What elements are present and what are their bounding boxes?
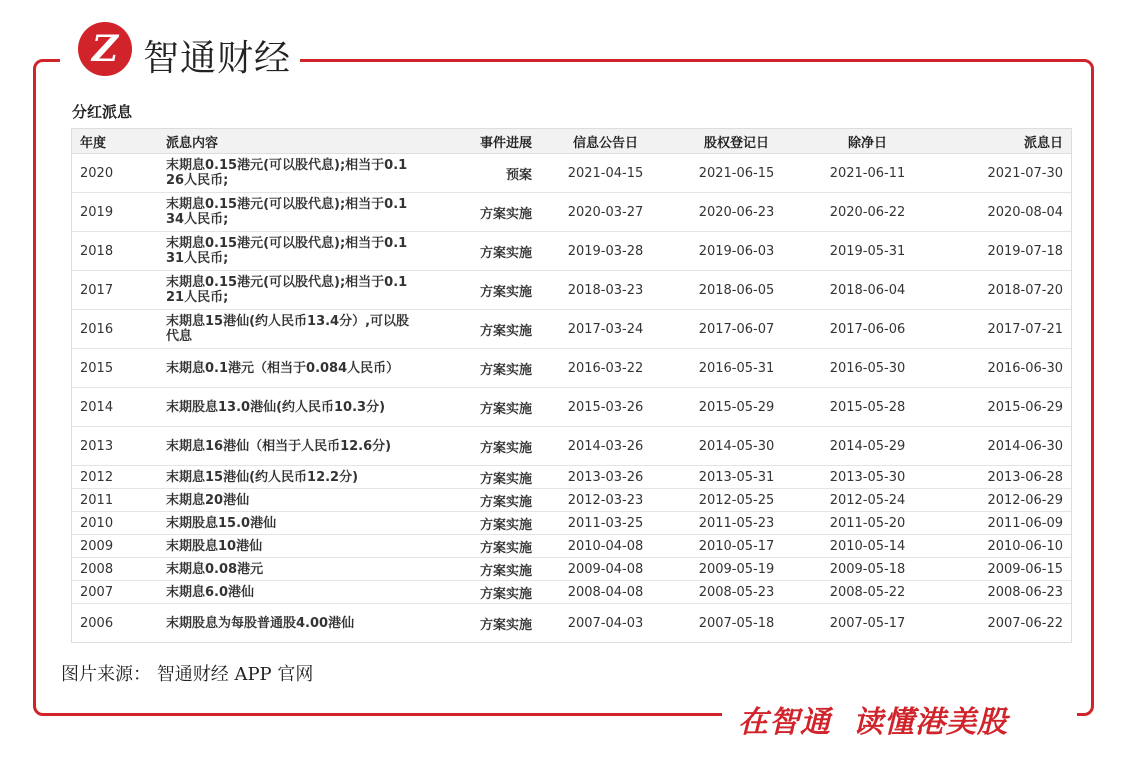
register-date-cell: 2008-05-23 [671,581,802,604]
status-cell: 方案实施 [448,232,540,271]
header-pay-date: 派息日 [933,129,1071,154]
table-row [72,232,1071,271]
table-row [72,193,1071,232]
announce-date-cell: 2011-03-25 [540,512,671,535]
content-text: 末期息15港仙(约人民币13.4分）,可以股代息 [166,314,410,344]
register-date-cell: 2018-06-05 [671,271,802,310]
table-row [72,535,1071,558]
header-announce-date: 信息公告日 [540,129,671,154]
register-date-cell: 2012-05-25 [671,489,802,512]
announce-date-cell: 2012-03-23 [540,489,671,512]
content-cell [158,489,448,512]
pay-date-cell: 2018-07-20 [933,271,1071,310]
announce-date-cell: 2008-04-08 [540,581,671,604]
content-text: 末期股息10港仙 [166,538,263,554]
table-row [72,604,1071,643]
slogan-part-2: 读懂港美股 [853,705,1008,740]
brand-slogan [738,697,1008,741]
status-cell: 方案实施 [448,310,540,349]
year-cell: 2014 [72,388,158,427]
register-date-cell: 2009-05-19 [671,558,802,581]
status-cell: 方案实施 [448,512,540,535]
exdiv-date-cell: 2015-05-28 [802,388,933,427]
pay-date-cell: 2016-06-30 [933,349,1071,388]
exdiv-date-cell: 2017-06-06 [802,310,933,349]
status-cell: 方案实施 [448,489,540,512]
pay-date-cell: 2009-06-15 [933,558,1071,581]
status-cell: 方案实施 [448,271,540,310]
content-text: 末期息16港仙（相当于人民币12.6分) [166,438,392,454]
year-cell: 2011 [72,489,158,512]
exdiv-date-cell: 2013-05-30 [802,466,933,489]
year-cell: 2008 [72,558,158,581]
pay-date-cell: 2015-06-29 [933,388,1071,427]
exdiv-date-cell: 2008-05-22 [802,581,933,604]
content-cell [158,349,448,388]
year-cell: 2007 [72,581,158,604]
register-date-cell: 2017-06-07 [671,310,802,349]
register-date-cell: 2016-05-31 [671,349,802,388]
register-date-cell: 2019-06-03 [671,232,802,271]
year-cell: 2017 [72,271,158,310]
table-row [72,512,1071,535]
content-text: 末期股息13.0港仙(约人民币10.3分) [166,399,386,415]
table-row [72,489,1071,512]
exdiv-date-cell: 2019-05-31 [802,232,933,271]
table-row [72,349,1071,388]
exdiv-date-cell: 2020-06-22 [802,193,933,232]
table-row [72,558,1071,581]
content-text: 末期息15港仙(约人民币12.2分) [166,469,359,485]
status-cell: 方案实施 [448,466,540,489]
header-year: 年度 [72,129,158,154]
content-cell [158,388,448,427]
table-row [72,466,1071,489]
year-cell: 2009 [72,535,158,558]
header-content: 派息内容 [158,129,448,154]
exdiv-date-cell: 2018-06-04 [802,271,933,310]
year-cell: 2013 [72,427,158,466]
pay-date-cell: 2020-08-04 [933,193,1071,232]
announce-date-cell: 2020-03-27 [540,193,671,232]
table-row [72,427,1071,466]
content-text: 末期息0.15港元(可以股代息);相当于0.126人民币; [166,158,408,188]
pay-date-cell: 2013-06-28 [933,466,1071,489]
pay-date-cell: 2019-07-18 [933,232,1071,271]
section-title: 分红派息 [72,103,133,121]
announce-date-cell: 2016-03-22 [540,349,671,388]
exdiv-date-cell: 2007-05-17 [802,604,933,643]
year-cell: 2016 [72,310,158,349]
content-cell [158,154,448,193]
content-cell [158,427,448,466]
content-cell [158,581,448,604]
content-text: 末期息20港仙 [166,492,250,508]
content-text: 末期息0.15港元(可以股代息);相当于0.131人民币; [166,236,408,266]
brand-name: 智通财经 [143,38,292,79]
content-cell [158,535,448,558]
year-cell: 2006 [72,604,158,643]
status-cell: 方案实施 [448,349,540,388]
pay-date-cell: 2011-06-09 [933,512,1071,535]
pay-date-cell: 2012-06-29 [933,489,1071,512]
content-cell [158,271,448,310]
content-cell [158,512,448,535]
content-cell [158,604,448,643]
content-text: 末期股息15.0港仙 [166,515,277,531]
image-source-note: 图片来源： 智通财经 APP 官网 [61,664,314,685]
register-date-cell: 2007-05-18 [671,604,802,643]
status-cell: 方案实施 [448,535,540,558]
announce-date-cell: 2015-03-26 [540,388,671,427]
announce-date-cell: 2014-03-26 [540,427,671,466]
table-row [72,271,1071,310]
content-cell [158,558,448,581]
table-header-row [72,129,1071,154]
announce-date-cell: 2010-04-08 [540,535,671,558]
pay-date-cell: 2014-06-30 [933,427,1071,466]
announce-date-cell: 2013-03-26 [540,466,671,489]
table-row [72,388,1071,427]
register-date-cell: 2020-06-23 [671,193,802,232]
exdiv-date-cell: 2012-05-24 [802,489,933,512]
year-cell: 2019 [72,193,158,232]
year-cell: 2010 [72,512,158,535]
register-date-cell: 2014-05-30 [671,427,802,466]
status-cell: 方案实施 [448,558,540,581]
pay-date-cell: 2021-07-30 [933,154,1071,193]
announce-date-cell: 2019-03-28 [540,232,671,271]
dividend-table [71,128,1072,643]
register-date-cell: 2021-06-15 [671,154,802,193]
exdiv-date-cell: 2016-05-30 [802,349,933,388]
brand-logo-icon: Z [78,22,132,76]
announce-date-cell: 2009-04-08 [540,558,671,581]
exdiv-date-cell: 2009-05-18 [802,558,933,581]
exdiv-date-cell: 2010-05-14 [802,535,933,558]
pay-date-cell: 2008-06-23 [933,581,1071,604]
status-cell: 方案实施 [448,427,540,466]
status-cell: 方案实施 [448,581,540,604]
year-cell: 2018 [72,232,158,271]
year-cell: 2012 [72,466,158,489]
table-row [72,154,1071,193]
content-text: 末期息0.15港元(可以股代息);相当于0.134人民币; [166,197,408,227]
announce-date-cell: 2017-03-24 [540,310,671,349]
content-cell [158,310,448,349]
content-cell [158,466,448,489]
register-date-cell: 2013-05-31 [671,466,802,489]
announce-date-cell: 2007-04-03 [540,604,671,643]
slogan-part-1: 在智通 [738,705,831,740]
content-text: 末期股息为每股普通股4.00港仙 [166,615,355,631]
header-status: 事件进展 [448,129,540,154]
content-text: 末期息0.15港元(可以股代息);相当于0.121人民币; [166,275,408,305]
announce-date-cell: 2018-03-23 [540,271,671,310]
exdiv-date-cell: 2011-05-20 [802,512,933,535]
announce-date-cell: 2021-04-15 [540,154,671,193]
pay-date-cell: 2007-06-22 [933,604,1071,643]
header-exdiv-date: 除净日 [802,129,933,154]
pay-date-cell: 2010-06-10 [933,535,1071,558]
year-cell: 2015 [72,349,158,388]
pay-date-cell: 2017-07-21 [933,310,1071,349]
register-date-cell: 2011-05-23 [671,512,802,535]
content-text: 末期息6.0港仙 [166,584,255,600]
content-cell [158,232,448,271]
exdiv-date-cell: 2014-05-29 [802,427,933,466]
status-cell: 方案实施 [448,604,540,643]
register-date-cell: 2010-05-17 [671,535,802,558]
content-cell [158,193,448,232]
content-text: 末期息0.08港元 [166,561,264,577]
table-row [72,581,1071,604]
content-text: 末期息0.1港元（相当于0.084人民币） [166,360,400,376]
header-register-date: 股权登记日 [671,129,802,154]
status-cell: 方案实施 [448,193,540,232]
table-row [72,310,1071,349]
year-cell: 2020 [72,154,158,193]
exdiv-date-cell: 2021-06-11 [802,154,933,193]
status-cell: 方案实施 [448,388,540,427]
status-cell: 预案 [448,154,540,193]
register-date-cell: 2015-05-29 [671,388,802,427]
